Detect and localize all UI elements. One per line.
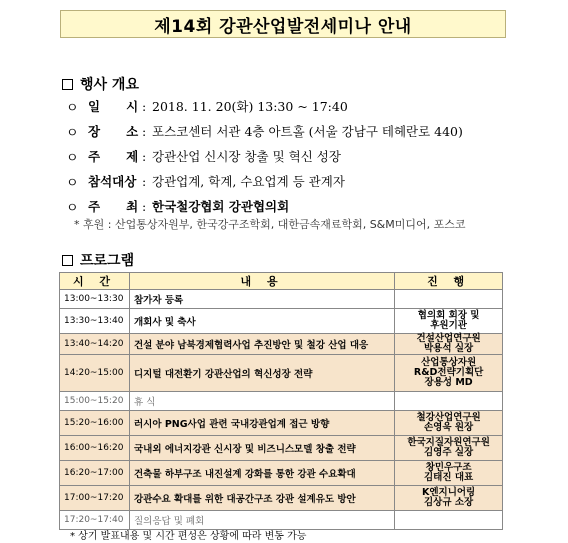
program-table	[59, 272, 503, 530]
program-topic: 국내외 에너지강관 신시장 및 비즈니스모델 창출 전략	[129, 436, 394, 461]
overview-item-label: 주 제	[88, 149, 139, 164]
bullet-circle-icon: ㅇ	[66, 150, 79, 166]
program-presenter: 창민우구조 김태진 대표	[395, 461, 503, 486]
program-time: 17:20~17:40	[60, 511, 130, 530]
overview-item-value: 2018. 11. 20(화) 13:30 ~ 17:40	[152, 99, 348, 114]
program-row	[60, 290, 503, 309]
section-program-heading	[62, 250, 134, 270]
program-time: 13:00~13:30	[60, 290, 130, 309]
program-topic: 디지털 대전환기 강관산업의 혁신성장 전략	[129, 355, 394, 392]
overview-item-label: 참석대상	[88, 174, 137, 189]
program-row	[60, 392, 503, 411]
program-row	[60, 334, 503, 355]
program-heading-text: 프로그램	[80, 253, 135, 269]
bullet-circle-icon: ㅇ	[66, 100, 79, 116]
program-row	[60, 411, 503, 436]
colon-separator: :	[142, 198, 147, 214]
program-presenter: 철강산업연구원 손영욱 원장	[395, 411, 503, 436]
program-time: 15:00~15:20	[60, 392, 130, 411]
program-topic: 개회사 및 축사	[129, 309, 394, 334]
sponsor-note: * 후원 : 산업통상자원부, 한국강구조학회, 대한금속재료학회, S&M미디어, 포스코	[74, 218, 466, 231]
bullet-circle-icon: ㅇ	[66, 200, 79, 216]
program-topic: 강관수요 확대를 위한 대공간구조 강관 설계유도 방안	[129, 486, 394, 511]
program-time: 16:20~17:00	[60, 461, 130, 486]
program-time: 16:00~16:20	[60, 436, 130, 461]
program-row	[60, 309, 503, 334]
overview-item-value: 강관산업 신시장 창출 및 혁신 성장	[152, 149, 341, 164]
program-presenter: 한국지질자원연구원 김영주 실장	[395, 436, 503, 461]
overview-item	[66, 196, 289, 216]
program-topic: 질의응답 및 폐회	[129, 511, 394, 530]
overview-item-value: 한국철강협회 강관협의회	[152, 199, 290, 214]
overview-item	[66, 96, 348, 116]
colon-separator: :	[142, 148, 147, 164]
footnote: * 상기 발표내용 및 시간 편성은 상황에 따라 변동 가능	[70, 531, 307, 542]
page-title: 제14회 강관산업발전세미나 안내	[60, 10, 506, 38]
program-time: 15:20~16:00	[60, 411, 130, 436]
program-time: 13:30~13:40	[60, 309, 130, 334]
overview-item	[66, 121, 463, 141]
column-header-content: 내 용	[129, 273, 394, 290]
column-header-presenter: 진 행	[395, 273, 503, 290]
program-time: 14:20~15:00	[60, 355, 130, 392]
program-presenter	[395, 290, 503, 309]
program-presenter	[395, 511, 503, 530]
program-presenter: 협의회 회장 및 후원기관	[395, 309, 503, 334]
program-presenter: 건설산업연구원 박용석 실장	[395, 334, 503, 355]
program-topic: 휴 식	[129, 392, 394, 411]
section-overview-heading	[62, 74, 139, 94]
checkbox-square-icon	[62, 79, 73, 90]
colon-separator: :	[142, 98, 147, 114]
program-row	[60, 436, 503, 461]
program-presenter: K엔지니어링 김상규 소장	[395, 486, 503, 511]
program-presenter	[395, 392, 503, 411]
overview-item	[66, 171, 345, 191]
program-row	[60, 461, 503, 486]
overview-item-value: 포스코센터 서관 4층 아트홀 (서울 강남구 테헤란로 440)	[152, 124, 463, 139]
bullet-circle-icon: ㅇ	[66, 125, 79, 141]
program-topic: 건축물 하부구조 내진설계 강화를 통한 강관 수요확대	[129, 461, 394, 486]
overview-item-label: 장 소	[88, 124, 139, 139]
column-header-time: 시 간	[60, 273, 130, 290]
program-topic: 참가자 등록	[129, 290, 394, 309]
checkbox-square-icon	[62, 255, 73, 266]
program-presenter: 산업통상자원 R&D전략기획단 장용성 MD	[395, 355, 503, 392]
overview-item-value: 강관업계, 학계, 수요업계 등 관계자	[152, 174, 345, 189]
colon-separator: :	[142, 173, 147, 189]
program-row	[60, 486, 503, 511]
bullet-circle-icon: ㅇ	[66, 175, 79, 191]
program-time: 17:00~17:20	[60, 486, 130, 511]
program-topic: 건설 분야 남북경제협력사업 추진방안 및 철강 산업 대응	[129, 334, 394, 355]
program-time: 13:40~14:20	[60, 334, 130, 355]
program-table-header	[60, 273, 503, 290]
overview-heading-text: 행사 개요	[80, 77, 139, 93]
colon-separator: :	[142, 123, 147, 139]
overview-item-label: 주 최	[88, 199, 139, 214]
overview-item	[66, 146, 341, 166]
overview-item-label: 일 시	[88, 99, 139, 114]
program-topic: 러시아 PNG사업 관련 국내강관업계 접근 방향	[129, 411, 394, 436]
program-row	[60, 355, 503, 392]
